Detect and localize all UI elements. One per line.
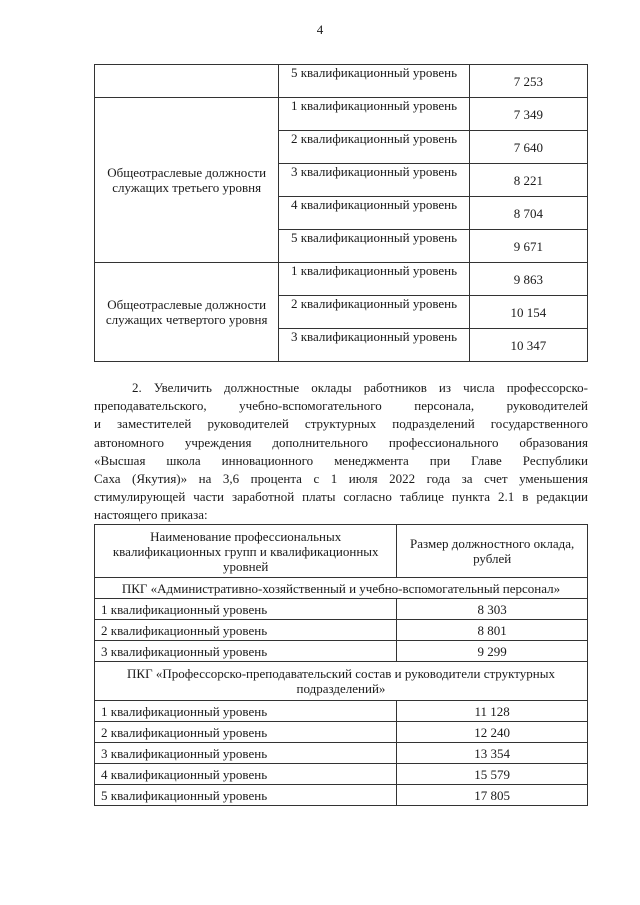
salary-cell: 13 354 bbox=[397, 743, 588, 764]
level-cell: 3 квалификационный уровень bbox=[95, 641, 397, 662]
salary-cell: 17 805 bbox=[397, 785, 588, 806]
section-row bbox=[95, 662, 588, 701]
section-title: ПКГ «Административно-хозяйственный и учебно-вспомогательный персонал» bbox=[95, 578, 588, 599]
paragraph-line: и заместителей руководителей структурных подразделений государственного bbox=[94, 416, 588, 432]
level-cell: 4 квалификационный уровень bbox=[279, 197, 469, 230]
table-row bbox=[95, 701, 588, 722]
level-cell: 3 квалификационный уровень bbox=[279, 164, 469, 197]
header-salary-cell: Размер должностного оклада, рублей bbox=[397, 525, 588, 578]
amount-cell: 9 671 bbox=[469, 230, 587, 263]
level-cell: 1 квалификационный уровень bbox=[279, 263, 469, 296]
amount-cell: 10 154 bbox=[469, 296, 587, 329]
salary-cell: 12 240 bbox=[397, 722, 588, 743]
paragraph-line: Саха (Якутия)» на 3,6 процента с 1 июля 2022 года за счет уменьшения bbox=[94, 470, 588, 486]
level-cell: 5 квалификационный уровень bbox=[279, 230, 469, 263]
level-cell: 3 квалификационный уровень bbox=[279, 329, 469, 362]
paragraph-line: 2. Увеличить должностные оклады работников из числа профессорско- bbox=[132, 380, 588, 395]
section-title: ПКГ «Профессорско-преподавательский состав и руководители структурных подразделений» bbox=[95, 662, 588, 701]
salary-cell: 8 801 bbox=[397, 620, 588, 641]
table-row bbox=[95, 785, 588, 806]
salary-cell: 15 579 bbox=[397, 764, 588, 785]
paragraph-line: стимулирующей части заработной платы согласно таблице пункта 2.1 в редакции bbox=[94, 489, 588, 505]
section-row bbox=[95, 578, 588, 599]
level-cell: 2 квалификационный уровень bbox=[279, 296, 469, 329]
table-header-row bbox=[95, 525, 588, 578]
group-cell: Общеотраслевые должности служащих четвертого уровня bbox=[95, 263, 279, 362]
amount-cell: 8 221 bbox=[469, 164, 587, 197]
table-row bbox=[95, 722, 588, 743]
level-cell: 2 квалификационный уровень bbox=[95, 722, 397, 743]
amount-cell: 8 704 bbox=[469, 197, 587, 230]
amount-cell: 7 640 bbox=[469, 131, 587, 164]
paragraph-line: настоящего приказа: bbox=[94, 507, 208, 523]
level-cell: 1 квалификационный уровень bbox=[95, 701, 397, 722]
paragraph-2 bbox=[94, 379, 588, 525]
level-cell: 2 квалификационный уровень bbox=[95, 620, 397, 641]
level-cell: 1 квалификационный уровень bbox=[279, 98, 469, 131]
paragraph-line: автономного учреждения дополнительного профессионального образования bbox=[94, 434, 588, 450]
paragraph-line: «Высшая школа инновационного менеджмента при Главе Республики bbox=[94, 452, 588, 468]
header-name-cell: Наименование профессиональных квалификационных групп и квалификационных уровней bbox=[95, 525, 397, 578]
salary-table-pkg bbox=[94, 524, 588, 806]
level-cell: 5 квалификационный уровень bbox=[95, 785, 397, 806]
table-row bbox=[95, 620, 588, 641]
amount-cell: 7 349 bbox=[469, 98, 587, 131]
group-cell-empty bbox=[95, 65, 279, 98]
amount-cell: 9 863 bbox=[469, 263, 587, 296]
salary-cell: 9 299 bbox=[397, 641, 588, 662]
amount-cell: 10 347 bbox=[469, 329, 587, 362]
page-number: 4 bbox=[316, 22, 324, 37]
paragraph-line: преподавательского, учебно-вспомогательного персонала, руководителей bbox=[94, 398, 588, 414]
level-cell: 4 квалификационный уровень bbox=[95, 764, 397, 785]
table-row bbox=[95, 764, 588, 785]
table-row bbox=[95, 743, 588, 764]
salary-table-general bbox=[94, 64, 588, 362]
group-cell: Общеотраслевые должности служащих третьего уровня bbox=[95, 98, 279, 263]
level-cell: 2 квалификационный уровень bbox=[279, 131, 469, 164]
salary-cell: 11 128 bbox=[397, 701, 588, 722]
level-cell: 1 квалификационный уровень bbox=[95, 599, 397, 620]
level-cell: 5 квалификационный уровень bbox=[279, 65, 469, 98]
table-row bbox=[95, 65, 588, 98]
level-cell: 3 квалификационный уровень bbox=[95, 743, 397, 764]
table-row bbox=[95, 641, 588, 662]
amount-cell: 7 253 bbox=[469, 65, 587, 98]
table-row bbox=[95, 98, 588, 131]
table-row bbox=[95, 599, 588, 620]
salary-cell: 8 303 bbox=[397, 599, 588, 620]
table-row bbox=[95, 263, 588, 296]
